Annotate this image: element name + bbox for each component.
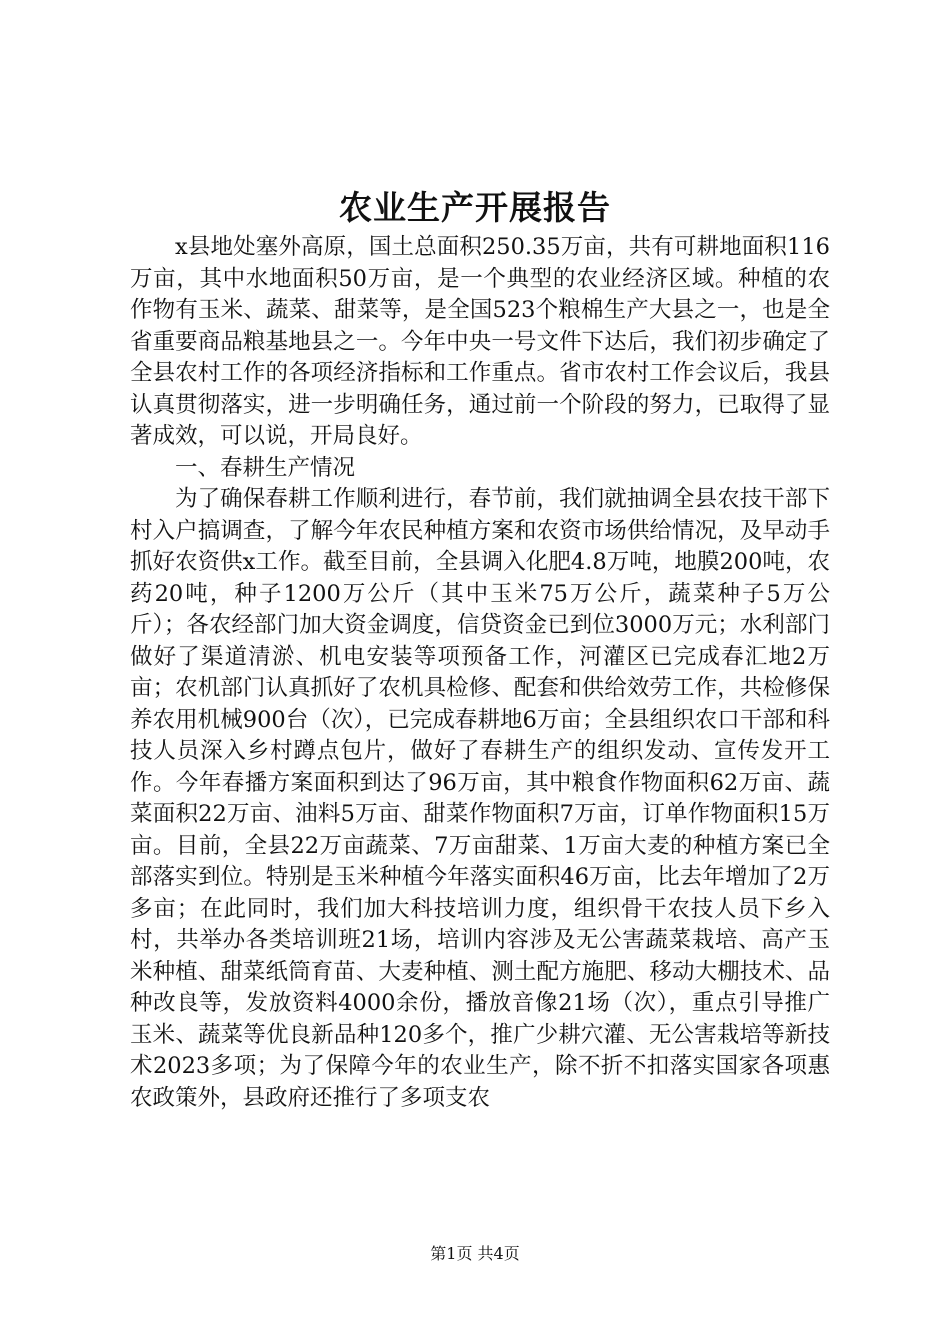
- intro-paragraph: x县地处塞外高原，国土总面积250.35万亩，共有可耕地面积116万亩，其中水地面积50万亩，是一个典型的农业经济区域。种植的农作物有玉米、蔬菜、甜菜等，是全国523个粮棉生产大县之一，也是全省重要商品粮基地县之一。今年中央一号文件下达后，我们初步确定了全县农村工作的各项经济指标和工作重点。省市农村工作会议后，我县认真贯彻落实，进一步明确任务，通过前一个阶段的努力，已取得了显著成效，可以说，开局良好。: [130, 234, 830, 449]
- section-heading: 一、春耕生产情况: [175, 454, 356, 481]
- document-title: 农业生产开展报告: [339, 188, 611, 227]
- body-paragraph: 为了确保春耕工作顺利进行，春节前，我们就抽调全县农技干部下村入户搞调查，了解今年农民种植方案和农资市场供给情况，及早动手抓好农资供x工作。截至目前，全县调入化肥4.8万吨，地膜200吨，农药20吨，种子1200万公斤（其中玉米75万公斤，蔬菜种子5万公斤）；各农经部门加大资金调度，信贷资金已到位3000万元；水利部门做好了渠道清淤、机电安装等项预备工作，河灌区已完成春汇地2万亩；农机部门认真抓好了农机具检修、配套和供给效劳工作，共检修保养农用机械900台（次），已完成春耕地6万亩；全县组织农口干部和科技人员深入乡村蹲点包片，做好了春耕生产的组织发动、宣传发开工作。今年春播方案面积到达了96万亩，其中粮食作物面积62万亩、蔬菜面积22万亩、油料5万亩、甜菜作物面积7万亩，订单作物面积15万亩。目前，全县22万亩蔬菜、7万亩甜菜、1万亩大麦的种植方案已全部落实到位。特别是玉米种植今年落实面积46万亩，比去年增加了2万多亩；在此同时，我们加大科技培训力度，组织骨干农技人员下乡入村，共举办各类培训班21场，培训内容涉及无公害蔬菜栽培、高产玉米种植、甜菜纸筒育苗、大麦种植、测土配方施肥、移动大棚技术、品种改良等，发放资料4000余份，播放音像21场（次），重点引导推广玉米、蔬菜等优良新品种120多个，推广少耕穴灌、无公害栽培等新技术2023多项；为了保障今年的农业生产，除不折不扣落实国家各项惠农政策外，县政府还推行了多项支农: [130, 486, 830, 1111]
- page-footer: 第1页 共4页: [430, 1244, 520, 1263]
- document-body: [130, 232, 830, 1114]
